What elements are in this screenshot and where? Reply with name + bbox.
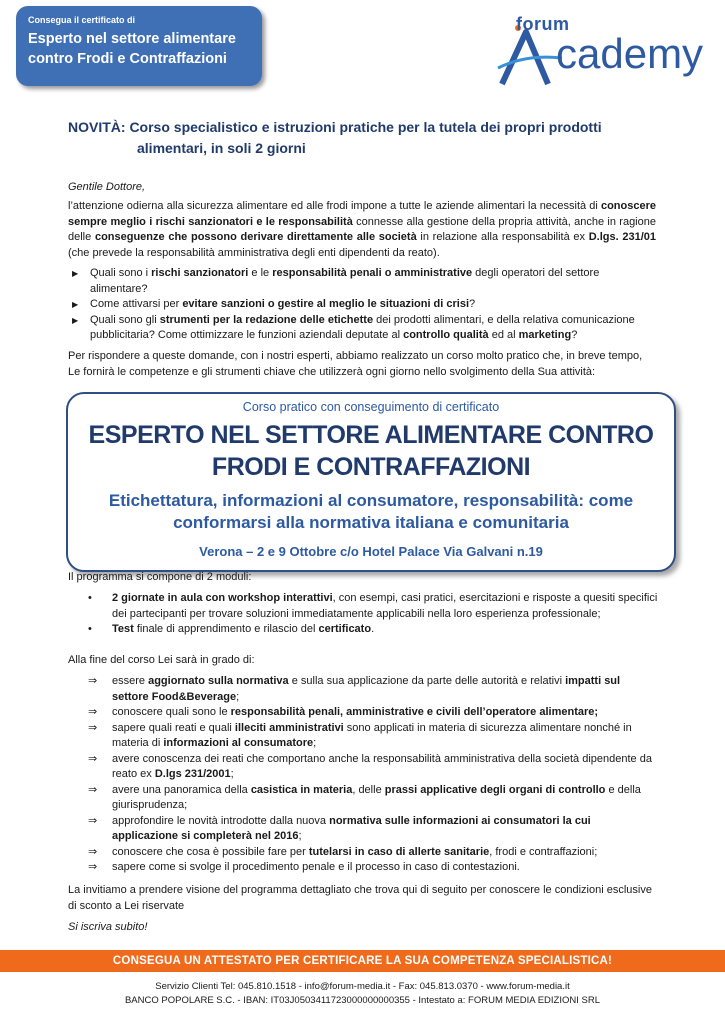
text-segment: ; bbox=[298, 830, 302, 842]
outcome-item bbox=[88, 752, 658, 783]
text-segment: sapere come si svolge il procedimento penale e il processo in caso di contestazioni. bbox=[112, 861, 520, 873]
outcome-item bbox=[88, 845, 658, 861]
bold-text-segment: D.lgs 231/2001 bbox=[154, 768, 231, 780]
outcome-text bbox=[112, 753, 652, 781]
outcomes-intro: Alla fine del corso Lei sarà in grado di: bbox=[68, 654, 255, 666]
text-segment: dei prodotti alimentari, e della relativa comunicazione pubblicitaria? Come ottimizzare le funzioni aziendali deputate al bbox=[90, 313, 635, 341]
text-segment: e sulla sua applicazione da parte delle autorità e relativi bbox=[288, 675, 566, 687]
double-arrow-icon: ⇒ bbox=[88, 783, 98, 796]
outcome-text bbox=[112, 861, 520, 873]
novelty-heading bbox=[68, 117, 668, 159]
outcome-text bbox=[112, 675, 620, 703]
triangle-bullet-icon: ▶ bbox=[72, 315, 79, 325]
bold-text-segment: controllo qualità bbox=[403, 329, 489, 341]
novelty-line1: NOVITÀ: Corso specialistico e istruzioni pratiche per la tutela dei propri prodotti bbox=[68, 119, 602, 135]
outcome-item bbox=[88, 721, 658, 752]
double-arrow-icon: ⇒ bbox=[88, 675, 98, 687]
text-segment: Quali sono i bbox=[90, 267, 152, 279]
bold-text-segment: aggiornato sulla normativa bbox=[148, 675, 289, 687]
question-item bbox=[70, 313, 656, 344]
text-segment: connesse alla gestione della propria attività, anche in ragione delle bbox=[68, 215, 656, 243]
text-segment: . bbox=[371, 623, 375, 635]
course-desc-line2: conformarsi alla normativa italiana e comunitaria bbox=[173, 513, 569, 532]
bold-text-segment: normativa sulle informazioni ai consumatori la cui applicazione si completerà nel 2016 bbox=[112, 814, 591, 842]
text-segment: avere conoscenza dei reati che comportano anche la responsabilità amministrativa della società dipendente da reato ex bbox=[112, 752, 652, 780]
bold-text-segment: responsabilità penali o amministrative bbox=[272, 267, 473, 279]
answer-paragraph: Per rispondere a queste domande, con i nostri esperti, abbiamo realizzato un corso molto pratico che, in breve tempo, Le fornirà le competenze e gli strumenti chiave che utilizzerà ogni giorno nello svolgimento della Sua attività: bbox=[68, 350, 643, 378]
bold-text-segment: tutelarsi in caso di allerte sanitarie bbox=[308, 845, 490, 858]
logo-forum-text: forum bbox=[516, 14, 570, 34]
double-arrow-icon: ⇒ bbox=[88, 861, 98, 873]
text-segment: in relazione alla responsabilità ex bbox=[416, 231, 589, 243]
question-text bbox=[90, 298, 475, 310]
text-segment: ? bbox=[571, 329, 578, 341]
text-segment: Come attivarsi per bbox=[90, 298, 183, 310]
bold-text-segment: responsabilità penali, amministrative e civili dell’operatore alimentare; bbox=[230, 706, 599, 718]
text-segment: ; bbox=[230, 768, 234, 780]
question-item bbox=[70, 266, 656, 297]
outcome-text bbox=[112, 784, 641, 812]
text-segment: approfondire le novità introdotte dalla nuova bbox=[112, 814, 330, 827]
triangle-bullet-icon: ▶ bbox=[72, 300, 79, 309]
double-arrow-icon: ⇒ bbox=[88, 752, 98, 765]
text-segment: conoscere quali sono le bbox=[112, 706, 231, 718]
double-arrow-icon: ⇒ bbox=[88, 706, 98, 718]
forum-academy-logo bbox=[496, 8, 704, 88]
bullet-dot-icon: • bbox=[88, 592, 92, 604]
question-item bbox=[70, 297, 656, 313]
text-segment: essere bbox=[112, 675, 149, 687]
course-title-line2: FRODI E CONTRAFFAZIONI bbox=[211, 453, 531, 481]
text-segment: , con esempi, casi pratici, esercitazioni e risposte a quesiti specifici dei partecipanti per trovare soluzioni immediatamente applicabili nella loro esperienza professionale; bbox=[112, 592, 658, 620]
bold-text-segment: illeciti amministrativi bbox=[234, 721, 344, 734]
text-segment: e della giurisprudenza; bbox=[112, 783, 641, 811]
outcome-item bbox=[88, 783, 658, 814]
text-segment: avere una panoramica della bbox=[112, 783, 251, 796]
course-title-line1: ESPERTO NEL SETTORE ALIMENTARE CONTRO bbox=[88, 421, 654, 449]
text-segment: sono applicati in materia di sicurezza alimentare nonché in materia di bbox=[112, 721, 632, 749]
header-small-text: Consegua il certificato di bbox=[28, 15, 136, 25]
footer-contacts: Servizio Clienti Tel: 045.810.1518 - info@forum-media.it - Fax: 045.813.0370 - www.forum-media.it bbox=[155, 981, 570, 992]
closing-cta bbox=[68, 920, 656, 936]
bold-text-segment: casistica in materia bbox=[250, 783, 353, 796]
outcome-item bbox=[88, 674, 658, 705]
outcomes-list bbox=[88, 674, 658, 876]
course-title bbox=[68, 419, 674, 483]
program-item-text bbox=[112, 592, 657, 620]
header-title-line1: Esperto nel settore alimentare bbox=[28, 31, 236, 47]
text-segment: ; bbox=[236, 690, 240, 703]
text-segment: degli operatori del settore alimentare? bbox=[90, 267, 600, 295]
bold-text-segment: Test bbox=[112, 623, 134, 635]
question-text bbox=[90, 314, 635, 342]
bold-text-segment: rischi sanzionatori bbox=[151, 267, 249, 279]
footer-bank-details: BANCO POPOLARE S.C. - IBAN: IT03J0503411723000000000355 - Intestato a: FORUM MEDIA EDIZIONI SRL bbox=[124, 995, 601, 1006]
text-segment: l’attenzione odierna alla sicurezza alimentare ed alle frodi impone a tutte le aziende alimentari la necessità di bbox=[68, 200, 601, 212]
triangle-bullet-icon: ▶ bbox=[72, 269, 79, 278]
bold-text-segment: prassi applicative degli organi di controllo bbox=[384, 783, 606, 796]
closing-paragraph: La invitiamo a prendere visione del programma dettagliato che trova qui di seguito per conoscere le condizioni esclusive di sconto a Lei riservate bbox=[68, 884, 652, 912]
bold-text-segment: impatti sul settore Food&Beverage bbox=[112, 675, 621, 703]
intro-paragraph bbox=[68, 199, 656, 261]
bold-text-segment: D.lgs. 231/01 bbox=[588, 231, 657, 243]
header-title-line2: contro Frodi e Contraffazioni bbox=[28, 51, 227, 67]
outcome-item bbox=[88, 705, 658, 721]
bold-text-segment: certificato bbox=[318, 623, 372, 635]
outcome-item bbox=[88, 860, 658, 876]
text-segment: Quali sono gli bbox=[90, 313, 160, 326]
certificate-header-box bbox=[16, 6, 262, 86]
text-segment: (che prevede la responsabilità amministrativa degli enti dipendenti da reato). bbox=[68, 246, 440, 259]
greeting-text: Gentile Dottore, bbox=[68, 181, 146, 193]
questions-list bbox=[70, 266, 656, 344]
logo-academy-text: cademy bbox=[556, 30, 704, 77]
text-segment: sapere quali reati e quali bbox=[112, 721, 235, 734]
closing-cta-text: Si iscriva subito! bbox=[68, 921, 148, 933]
bold-text-segment: conseguenze che possono derivare direttamente alle società bbox=[94, 231, 417, 243]
program-list bbox=[88, 591, 658, 638]
outcome-item bbox=[88, 814, 658, 845]
course-highlight-box bbox=[66, 392, 676, 572]
program-item bbox=[88, 591, 658, 622]
outcome-text bbox=[112, 706, 598, 718]
double-arrow-icon: ⇒ bbox=[88, 721, 98, 734]
program-item-text bbox=[112, 623, 374, 635]
text-segment: ed al bbox=[488, 329, 519, 341]
bold-text-segment: 2 giornate in aula con workshop interattivi bbox=[112, 592, 333, 604]
program-item bbox=[88, 622, 658, 638]
question-text bbox=[90, 267, 599, 295]
bullet-dot-icon: • bbox=[88, 623, 92, 635]
text-segment: e le bbox=[248, 267, 273, 279]
footer-banner: CONSEGUA UN ATTESTATO PER CERTIFICARE LA SUA COMPETENZA SPECIALISTICA! bbox=[0, 950, 725, 972]
outcome-text bbox=[112, 846, 597, 858]
text-segment: finale di apprendimento e rilascio del bbox=[133, 623, 319, 635]
greeting bbox=[68, 180, 656, 196]
double-arrow-icon: ⇒ bbox=[88, 845, 98, 858]
text-segment: , delle bbox=[352, 783, 385, 796]
bold-text-segment: marketing bbox=[518, 329, 572, 341]
course-location: Verona – 2 e 9 Ottobre c/o Hotel Palace Via Galvani n.19 bbox=[199, 544, 543, 559]
outcome-text bbox=[112, 815, 591, 843]
text-segment: ; bbox=[313, 737, 317, 749]
outcome-text bbox=[112, 722, 632, 750]
bold-text-segment: evitare sanzioni o gestire al meglio le situazioni di crisi bbox=[182, 298, 470, 310]
text-segment: , frodi e contraffazioni; bbox=[489, 845, 598, 858]
text-segment: ? bbox=[469, 298, 476, 310]
bold-text-segment: strumenti per la redazione delle etichette bbox=[159, 313, 374, 326]
bold-text-segment: informazioni al consumatore bbox=[163, 737, 314, 749]
novelty-line2: alimentari, in soli 2 giorni bbox=[137, 140, 306, 156]
text-segment: conoscere che cosa è possibile fare per bbox=[112, 845, 309, 858]
bold-text-segment: conoscere sempre meglio i rischi sanzionatori e le responsabilità bbox=[68, 200, 656, 228]
program-intro: Il programma si compone di 2 moduli: bbox=[68, 571, 252, 583]
course-description bbox=[68, 490, 674, 534]
course-subtitle: Corso pratico con conseguimento di certificato bbox=[242, 400, 500, 414]
double-arrow-icon: ⇒ bbox=[88, 814, 98, 827]
course-desc-line1: Etichettatura, informazioni al consumatore, responsabilità: come bbox=[108, 491, 634, 510]
header-title bbox=[28, 29, 236, 69]
